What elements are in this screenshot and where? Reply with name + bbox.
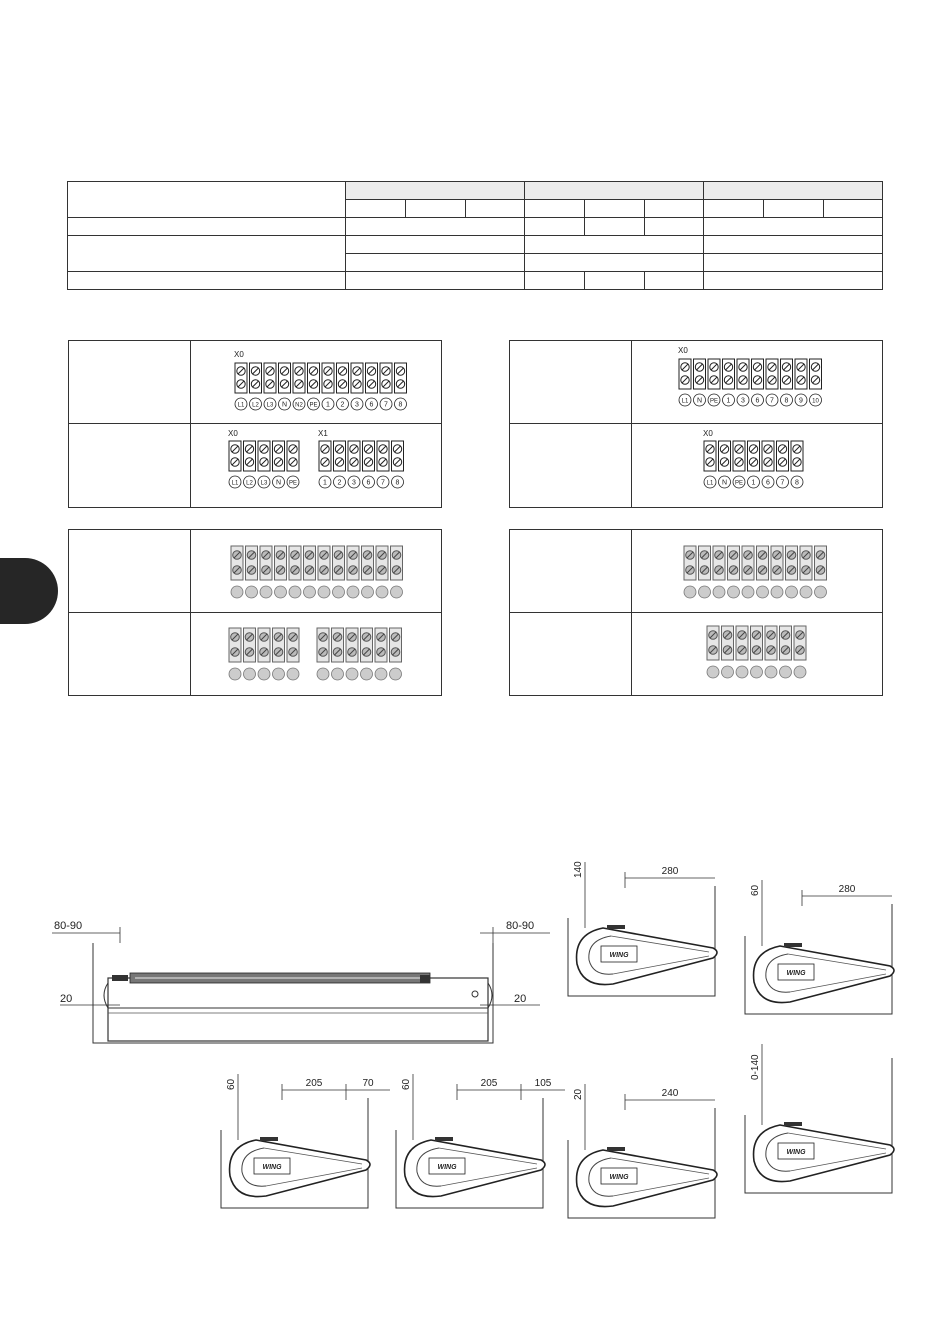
terminal-number: 8	[395, 479, 400, 487]
table-cell	[704, 200, 764, 218]
terminal-number: 9	[799, 397, 803, 405]
terminal-number: 7	[780, 479, 785, 487]
terminal	[392, 441, 404, 488]
terminal-grey	[707, 626, 719, 678]
terminal-number: L2	[252, 402, 259, 409]
terminal	[766, 359, 778, 406]
terminal-number: N	[721, 479, 728, 487]
terminal	[791, 441, 803, 488]
terminal-grey	[333, 546, 345, 598]
table-cell	[346, 200, 406, 218]
table-cell	[68, 182, 346, 218]
terminal	[694, 359, 706, 406]
dimension-label: 205	[305, 1078, 323, 1089]
terminal	[723, 359, 735, 406]
wiring-box-top-left	[68, 340, 442, 508]
terminal-grey	[346, 628, 358, 680]
table-cell	[704, 182, 883, 200]
terminal-grey	[800, 546, 812, 598]
table-cell	[645, 218, 704, 236]
terminal	[258, 441, 270, 488]
dimension-label: 20	[514, 993, 527, 1005]
side-profile-6	[742, 1040, 902, 1200]
terminal	[781, 359, 793, 406]
terminal-block	[317, 439, 427, 499]
terminal	[337, 363, 349, 410]
dimension-label: 140	[573, 861, 584, 878]
terminal	[733, 441, 745, 488]
terminal-block	[227, 439, 327, 499]
terminal-grey	[757, 546, 769, 598]
terminal	[679, 359, 691, 406]
terminal-number: N	[696, 397, 703, 405]
table-cell	[346, 272, 525, 290]
terminal-block	[233, 361, 433, 413]
terminal-block	[677, 357, 847, 419]
table-cell	[525, 200, 585, 218]
table-cell	[525, 272, 585, 290]
terminal	[366, 363, 378, 410]
terminal-grey	[794, 626, 806, 678]
dimension-label: 60	[226, 1078, 237, 1090]
terminal	[244, 441, 256, 488]
terminal-grey	[304, 546, 316, 598]
terminal-number: L2	[246, 480, 253, 487]
table-cell	[406, 200, 466, 218]
table-cell	[68, 236, 346, 272]
table-cell	[68, 218, 346, 236]
table-cell	[645, 200, 704, 218]
terminal-block-grey	[315, 626, 415, 688]
terminal	[363, 441, 375, 488]
terminal-grey	[275, 546, 287, 598]
terminal-number: 7	[381, 479, 385, 487]
terminal	[380, 363, 392, 410]
terminal-grey	[722, 626, 734, 678]
terminal	[752, 359, 764, 406]
table-cell	[585, 200, 645, 218]
dimension-label: 20	[573, 1088, 584, 1100]
terminal-grey	[317, 628, 329, 680]
brand-logo: WING	[786, 1149, 806, 1156]
terminal	[273, 441, 285, 488]
terminal-number: 3	[741, 397, 745, 405]
dimension-label: 60	[750, 884, 761, 896]
terminal-number: PE	[309, 402, 318, 409]
dimension-label: 60	[401, 1078, 412, 1090]
terminal-number: 6	[766, 479, 770, 487]
terminal	[708, 359, 720, 406]
terminal-number: N	[275, 479, 282, 487]
terminal-grey	[260, 546, 272, 598]
dimension-label: 105	[534, 1078, 552, 1089]
terminal-label: X0	[228, 429, 238, 438]
terminal-grey	[332, 628, 344, 680]
terminal-grey	[815, 546, 827, 598]
side-profile-2	[742, 876, 902, 1021]
brand-logo: WING	[609, 1174, 629, 1181]
table-row	[68, 218, 883, 236]
terminal-grey	[289, 546, 301, 598]
table-cell	[764, 200, 824, 218]
wiring-box-top-right	[509, 340, 883, 508]
terminal-grey	[751, 626, 763, 678]
terminal-grey	[684, 546, 696, 598]
terminal-grey	[699, 546, 711, 598]
terminal-number: 7	[770, 397, 774, 405]
terminal	[348, 441, 360, 488]
brand-logo: WING	[262, 1164, 282, 1171]
table-cell	[704, 254, 883, 272]
terminal	[279, 363, 291, 410]
terminal-number: PE	[734, 480, 744, 487]
terminal-number: 1	[751, 479, 756, 487]
terminal-number: N	[281, 401, 288, 409]
table-cell	[525, 254, 704, 272]
terminal-number: L1	[706, 480, 714, 487]
terminal-number: N2	[295, 402, 303, 409]
terminal-grey	[736, 626, 748, 678]
terminal-number: 1	[326, 401, 330, 409]
terminal	[748, 441, 760, 488]
terminal-grey	[390, 628, 402, 680]
terminal-number: 3	[355, 401, 359, 409]
terminal	[293, 363, 305, 410]
terminal-grey	[742, 546, 754, 598]
terminal	[308, 363, 320, 410]
table-cell	[346, 236, 525, 254]
terminal-grey	[713, 546, 725, 598]
terminal-number: 6	[369, 401, 374, 409]
table-cell	[346, 254, 525, 272]
brand-logo: WING	[437, 1164, 457, 1171]
terminal-number: 2	[340, 401, 345, 409]
terminal	[319, 441, 331, 488]
terminal	[235, 363, 247, 410]
table-cell	[704, 272, 883, 290]
terminal-grey	[362, 546, 374, 598]
terminal-number: L3	[260, 480, 268, 487]
terminal	[287, 441, 299, 488]
terminal	[229, 441, 241, 488]
table-cell	[645, 272, 704, 290]
terminal-number: 10	[812, 398, 819, 405]
terminal-grey	[771, 546, 783, 598]
terminal-grey	[728, 546, 740, 598]
terminal-grey	[246, 546, 258, 598]
table-row	[68, 236, 883, 254]
terminal-number: PE	[288, 480, 298, 487]
terminal-number: 6	[755, 397, 760, 405]
terminal-block	[702, 439, 822, 499]
table-cell	[346, 182, 525, 200]
table-cell	[704, 218, 883, 236]
terminal-block-grey	[705, 624, 815, 686]
terminal-grey	[391, 546, 403, 598]
spec-table	[67, 181, 883, 290]
terminal-grey	[244, 628, 256, 680]
table-cell	[585, 218, 645, 236]
terminal-number: L3	[266, 402, 274, 409]
terminal	[322, 363, 334, 410]
dimension-label: 280	[661, 866, 679, 877]
terminal	[762, 441, 774, 488]
terminal	[334, 441, 346, 488]
terminal	[351, 363, 363, 410]
terminal-number: 8	[784, 397, 789, 405]
terminal	[377, 441, 389, 488]
table-row	[68, 272, 883, 290]
terminal-grey	[231, 546, 243, 598]
terminal-number: 6	[366, 479, 371, 487]
terminal	[737, 359, 749, 406]
terminal-grey	[780, 626, 792, 678]
terminal-grey	[229, 628, 241, 680]
side-profile-4	[393, 1070, 568, 1215]
dimension-label: 205	[480, 1078, 498, 1089]
terminal-block-grey	[682, 544, 842, 604]
terminal-label: X0	[703, 429, 713, 438]
terminal-grey	[786, 546, 798, 598]
terminal-number: 1	[323, 479, 327, 487]
side-profile-1	[565, 858, 725, 1003]
dimension-label: 20	[60, 993, 73, 1005]
terminal-number: L1	[681, 398, 689, 405]
terminal-grey	[273, 628, 285, 680]
terminal-number: 2	[337, 479, 342, 487]
section-tab-marker	[0, 558, 58, 624]
table-cell	[585, 272, 645, 290]
table-cell	[525, 218, 585, 236]
table-cell	[525, 182, 704, 200]
terminal-number: 8	[795, 479, 799, 487]
terminal-label: X0	[234, 350, 244, 359]
terminal	[250, 363, 262, 410]
terminal-grey	[375, 628, 387, 680]
terminal-number: 8	[398, 401, 403, 409]
wiring-box-bottom-right	[509, 529, 883, 696]
terminal-grey	[376, 546, 388, 598]
dimension-label: 280	[838, 884, 856, 895]
terminal	[810, 359, 822, 406]
terminal-number: L1	[237, 402, 245, 409]
terminal-number: 1	[726, 397, 731, 405]
terminal-number: 3	[352, 479, 356, 487]
dimension-label: 0-140	[750, 1054, 761, 1080]
terminal-label: X0	[678, 346, 688, 355]
table-cell	[346, 218, 525, 236]
terminal-block-grey	[227, 626, 317, 688]
terminal	[704, 441, 716, 488]
terminal-grey	[347, 546, 359, 598]
dimension-label: 70	[362, 1078, 374, 1089]
side-profile-5	[565, 1080, 725, 1225]
terminal	[719, 441, 731, 488]
side-profile-3	[218, 1070, 393, 1215]
brand-logo: WING	[786, 970, 806, 977]
terminal-grey	[318, 546, 330, 598]
terminal	[795, 359, 807, 406]
table-cell	[824, 200, 883, 218]
terminal-number: PE	[709, 398, 719, 405]
terminal	[395, 363, 407, 410]
terminal	[777, 441, 789, 488]
terminal-number: L1	[231, 480, 239, 487]
wiring-box-bottom-left	[68, 529, 442, 696]
terminal-label: X1	[318, 429, 328, 438]
table-cell	[68, 272, 346, 290]
terminal-grey	[287, 628, 299, 680]
terminal-grey	[765, 626, 777, 678]
table-cell	[704, 236, 883, 254]
table-row	[68, 182, 883, 200]
terminal-number: 7	[384, 401, 388, 409]
terminal	[264, 363, 276, 410]
dimension-label: 240	[661, 1088, 679, 1099]
terminal-block-grey	[229, 544, 419, 604]
brand-logo: WING	[609, 952, 629, 959]
dimension-label: 80-90	[506, 920, 535, 932]
dimension-label: 80-90	[54, 920, 83, 932]
terminal-grey	[361, 628, 373, 680]
table-cell	[525, 236, 704, 254]
terminal-grey	[258, 628, 270, 680]
table-cell	[466, 200, 525, 218]
front-elevation-drawing	[40, 905, 560, 1050]
